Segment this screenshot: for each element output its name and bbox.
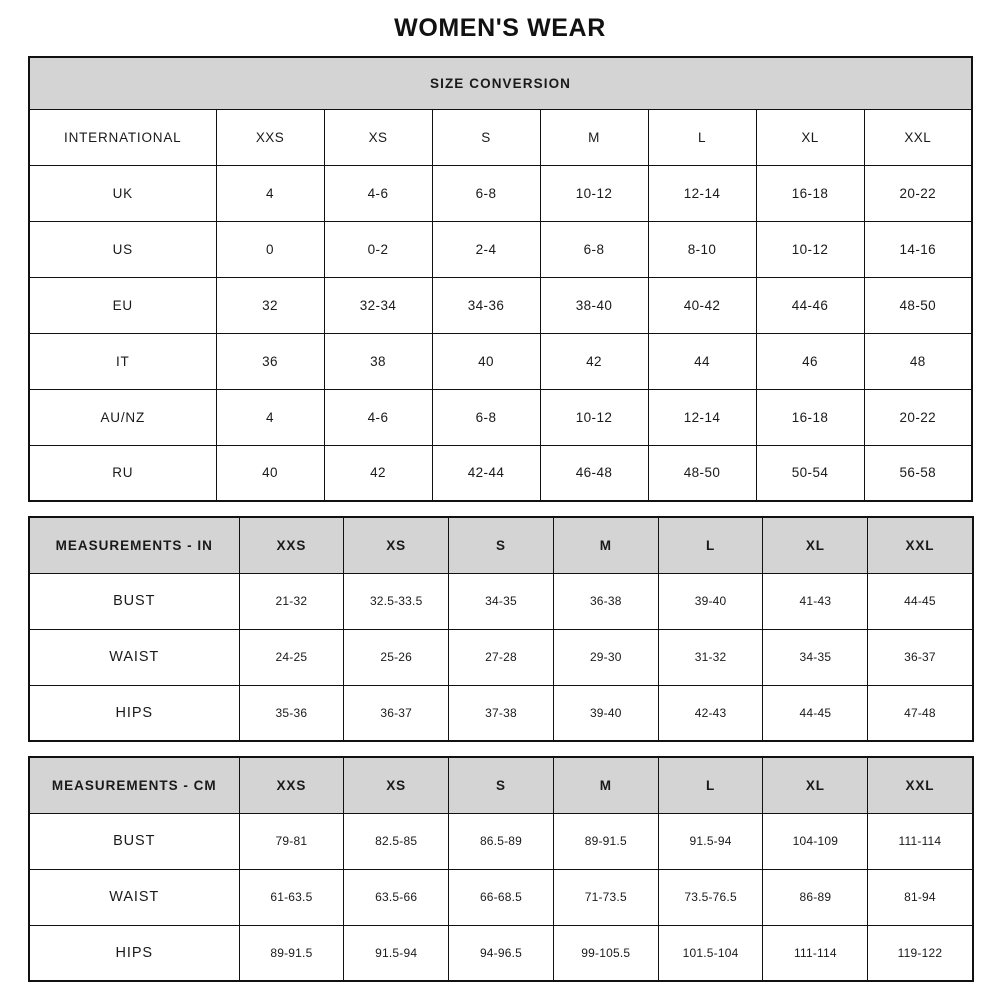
cell: 32.5-33.5 <box>344 573 449 629</box>
table-row <box>29 573 973 629</box>
cell: 4 <box>216 389 324 445</box>
measurements-inches-table <box>28 516 974 742</box>
cell: 81-94 <box>868 869 973 925</box>
cell: 20-22 <box>864 389 972 445</box>
column-header-m: M <box>540 109 648 165</box>
row-label: HIPS <box>29 925 239 981</box>
column-header-l: L <box>648 109 756 165</box>
table-row <box>29 221 972 277</box>
cell: 63.5-66 <box>344 869 449 925</box>
column-header-l: L <box>658 517 763 573</box>
cell: 37-38 <box>449 685 554 741</box>
column-header-xxl: XXL <box>868 517 973 573</box>
cell: 20-22 <box>864 165 972 221</box>
column-header-xxs: XXS <box>216 109 324 165</box>
cell: 86-89 <box>763 869 868 925</box>
column-header-xxl: XXL <box>868 757 973 813</box>
cell: 47-48 <box>868 685 973 741</box>
cell: 0-2 <box>324 221 432 277</box>
cell: 44 <box>648 333 756 389</box>
column-header-xl: XL <box>763 517 868 573</box>
cell: 42 <box>324 445 432 501</box>
cell: 0 <box>216 221 324 277</box>
cell: 48 <box>864 333 972 389</box>
cell: 89-91.5 <box>239 925 344 981</box>
column-header-xs: XS <box>344 757 449 813</box>
cell: 38-40 <box>540 277 648 333</box>
cell: 91.5-94 <box>658 813 763 869</box>
cell: 39-40 <box>658 573 763 629</box>
cell: 40 <box>432 333 540 389</box>
column-header-xxs: XXS <box>239 757 344 813</box>
cell: 6-8 <box>540 221 648 277</box>
row-label: UK <box>29 165 216 221</box>
table-row <box>29 629 973 685</box>
cell: 21-32 <box>239 573 344 629</box>
row-label: WAIST <box>29 629 239 685</box>
column-header-xs: XS <box>344 517 449 573</box>
column-header-measurements-in: MEASUREMENTS - IN <box>29 517 239 573</box>
table-header-row <box>29 517 973 573</box>
cell: 50-54 <box>756 445 864 501</box>
column-header-s: S <box>432 109 540 165</box>
cell: 34-36 <box>432 277 540 333</box>
row-label: US <box>29 221 216 277</box>
cell: 12-14 <box>648 389 756 445</box>
column-header-l: L <box>658 757 763 813</box>
column-header-s: S <box>449 517 554 573</box>
cell: 73.5-76.5 <box>658 869 763 925</box>
cell: 2-4 <box>432 221 540 277</box>
cell: 6-8 <box>432 165 540 221</box>
cell: 10-12 <box>540 389 648 445</box>
cell: 44-45 <box>868 573 973 629</box>
cell: 36-38 <box>553 573 658 629</box>
cell: 12-14 <box>648 165 756 221</box>
cell: 79-81 <box>239 813 344 869</box>
cell: 99-105.5 <box>553 925 658 981</box>
cell: 42-44 <box>432 445 540 501</box>
column-header-measurements-cm: MEASUREMENTS - CM <box>29 757 239 813</box>
table-row <box>29 445 972 501</box>
row-label: RU <box>29 445 216 501</box>
cell: 32 <box>216 277 324 333</box>
cell: 86.5-89 <box>449 813 554 869</box>
cell: 36 <box>216 333 324 389</box>
cell: 24-25 <box>239 629 344 685</box>
row-label: IT <box>29 333 216 389</box>
column-header-m: M <box>553 517 658 573</box>
cell: 89-91.5 <box>553 813 658 869</box>
size-conversion-table <box>28 56 973 502</box>
cell: 48-50 <box>864 277 972 333</box>
cell: 91.5-94 <box>344 925 449 981</box>
cell: 111-114 <box>868 813 973 869</box>
cell: 46 <box>756 333 864 389</box>
cell: 4-6 <box>324 389 432 445</box>
column-header-international: INTERNATIONAL <box>29 109 216 165</box>
measurements-cm-table <box>28 756 974 982</box>
page-title: WOMEN'S WEAR <box>394 14 606 42</box>
cell: 101.5-104 <box>658 925 763 981</box>
cell: 31-32 <box>658 629 763 685</box>
cell: 36-37 <box>868 629 973 685</box>
cell: 4 <box>216 165 324 221</box>
cell: 104-109 <box>763 813 868 869</box>
table-row <box>29 685 973 741</box>
column-header-s: S <box>449 757 554 813</box>
table-spacer <box>28 742 972 756</box>
cell: 10-12 <box>540 165 648 221</box>
table-header-row <box>29 109 972 165</box>
table-row <box>29 389 972 445</box>
cell: 35-36 <box>239 685 344 741</box>
cell: 8-10 <box>648 221 756 277</box>
cell: 25-26 <box>344 629 449 685</box>
cell: 44-45 <box>763 685 868 741</box>
cell: 38 <box>324 333 432 389</box>
cell: 29-30 <box>553 629 658 685</box>
table-row <box>29 165 972 221</box>
cell: 16-18 <box>756 165 864 221</box>
cell: 56-58 <box>864 445 972 501</box>
table-row <box>29 277 972 333</box>
cell: 34-35 <box>763 629 868 685</box>
cell: 27-28 <box>449 629 554 685</box>
cell: 48-50 <box>648 445 756 501</box>
column-header-xxl: XXL <box>864 109 972 165</box>
cell: 36-37 <box>344 685 449 741</box>
cell: 10-12 <box>756 221 864 277</box>
column-header-xl: XL <box>756 109 864 165</box>
table-row <box>29 925 973 981</box>
cell: 41-43 <box>763 573 868 629</box>
column-header-xxs: XXS <box>239 517 344 573</box>
cell: 14-16 <box>864 221 972 277</box>
cell: 40 <box>216 445 324 501</box>
cell: 61-63.5 <box>239 869 344 925</box>
column-header-xs: XS <box>324 109 432 165</box>
cell: 44-46 <box>756 277 864 333</box>
row-label: AU/NZ <box>29 389 216 445</box>
size-conversion-banner: SIZE CONVERSION <box>29 57 972 109</box>
cell: 94-96.5 <box>449 925 554 981</box>
cell: 32-34 <box>324 277 432 333</box>
row-label: EU <box>29 277 216 333</box>
row-label: WAIST <box>29 869 239 925</box>
row-label: HIPS <box>29 685 239 741</box>
cell: 111-114 <box>763 925 868 981</box>
cell: 34-35 <box>449 573 554 629</box>
row-label: BUST <box>29 573 239 629</box>
cell: 46-48 <box>540 445 648 501</box>
cell: 39-40 <box>553 685 658 741</box>
cell: 42-43 <box>658 685 763 741</box>
table-row <box>29 333 972 389</box>
table-banner-row <box>29 57 972 109</box>
cell: 42 <box>540 333 648 389</box>
cell: 119-122 <box>868 925 973 981</box>
table-row <box>29 813 973 869</box>
table-spacer <box>28 502 972 516</box>
column-header-m: M <box>553 757 658 813</box>
cell: 16-18 <box>756 389 864 445</box>
table-row <box>29 869 973 925</box>
cell: 4-6 <box>324 165 432 221</box>
cell: 40-42 <box>648 277 756 333</box>
column-header-xl: XL <box>763 757 868 813</box>
cell: 82.5-85 <box>344 813 449 869</box>
cell: 6-8 <box>432 389 540 445</box>
cell: 71-73.5 <box>553 869 658 925</box>
table-header-row <box>29 757 973 813</box>
cell: 66-68.5 <box>449 869 554 925</box>
row-label: BUST <box>29 813 239 869</box>
